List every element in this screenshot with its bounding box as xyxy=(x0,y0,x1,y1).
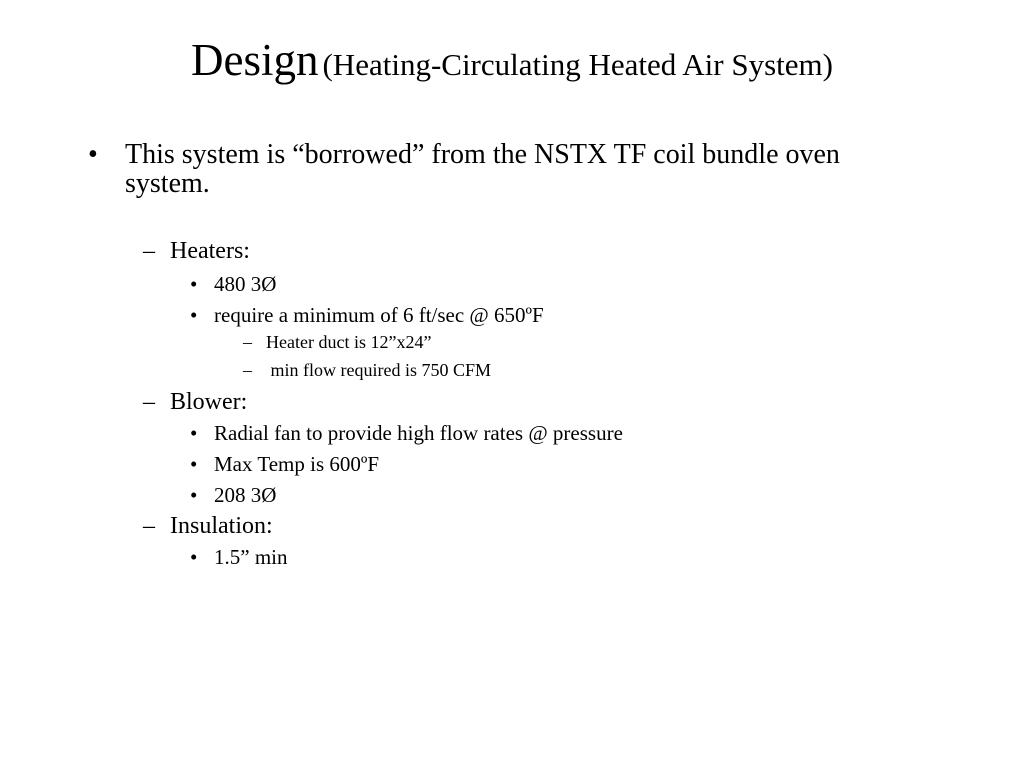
insulation-thickness: 1.5” min xyxy=(214,545,288,569)
insulation-label: Insulation: xyxy=(170,513,273,539)
slide-title xyxy=(0,36,1024,86)
heaters-label: Heaters: xyxy=(170,238,250,264)
blower-label: Blower: xyxy=(170,389,248,415)
bullet-marker: • xyxy=(88,139,98,170)
bullet-marker: • xyxy=(190,483,198,507)
title-main: Design xyxy=(190,35,319,85)
title-subtitle: (Heating-Circulating Heated Air System) xyxy=(322,47,833,82)
min-flow-required: min flow required is 750 CFM xyxy=(266,360,491,380)
dash-marker: – xyxy=(143,513,155,539)
dash-marker: – xyxy=(243,360,252,380)
bullet-marker: • xyxy=(190,272,198,296)
dash-marker: – xyxy=(143,238,155,264)
blower-max-temp: Max Temp is 600ºF xyxy=(214,452,380,476)
intro-text-line2: system. xyxy=(125,168,210,199)
blower-voltage: 208 3Ø xyxy=(214,483,277,507)
bullet-marker: • xyxy=(190,303,198,327)
bullet-marker: • xyxy=(190,452,198,476)
heaters-requirement: require a minimum of 6 ft/sec @ 650ºF xyxy=(214,303,544,327)
dash-marker: – xyxy=(243,332,252,352)
bullet-marker: • xyxy=(190,545,198,569)
dash-marker: – xyxy=(143,389,155,415)
bullet-marker: • xyxy=(190,421,198,445)
blower-fan-type: Radial fan to provide high flow rates @ pressure xyxy=(214,421,623,445)
intro-text-line1: This system is “borrowed” from the NSTX TF coil bundle oven xyxy=(125,139,840,170)
heater-duct-size: Heater duct is 12”x24” xyxy=(266,332,432,352)
heaters-voltage: 480 3Ø xyxy=(214,272,277,296)
